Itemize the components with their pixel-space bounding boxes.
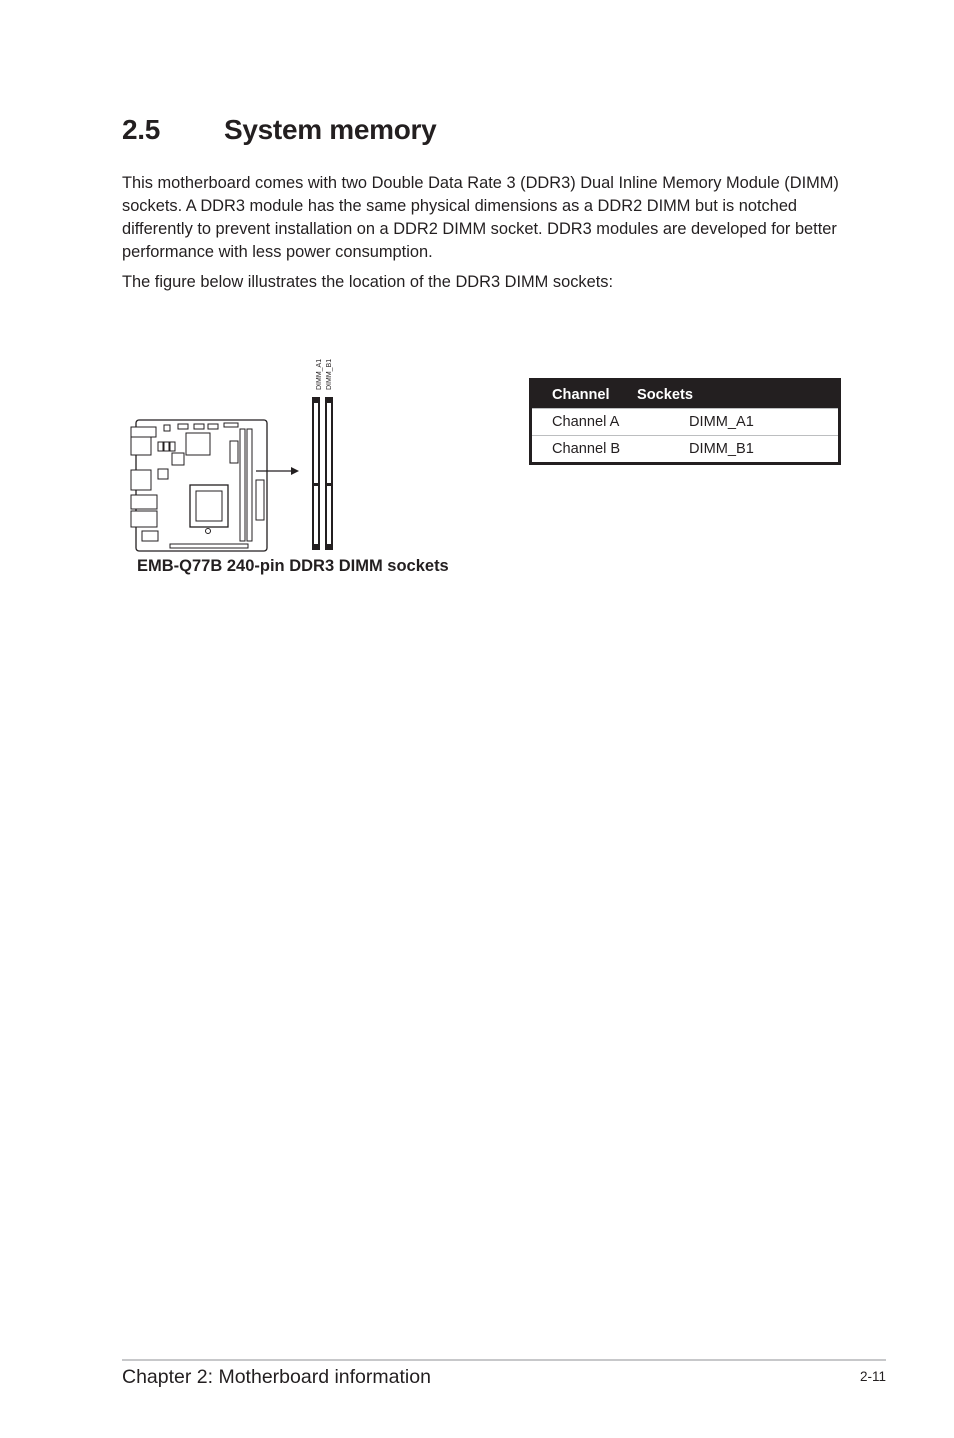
table-header-sockets: Sockets <box>637 386 693 403</box>
pcie-slot <box>170 544 248 548</box>
io-port <box>142 531 158 541</box>
dimm-a1-notch <box>314 483 318 486</box>
figure-caption: EMB-Q77B 240-pin DDR3 DIMM sockets <box>137 557 449 575</box>
section-number: 2.5 <box>122 114 161 145</box>
intro-paragraph: This motherboard comes with two Double Data Rate 3 (DDR3) Dual Inline Memory Module (DIMM) sockets. A DDR3 module has the same physical dimensions as a DDR2 DIMM but is notched differently to prevent installation on a DDR2 DIMM socket. DDR3 modules are developed for better performance with less power consumption. <box>122 174 839 261</box>
table-row <box>532 435 838 462</box>
page-number: 2-11 <box>859 1369 886 1384</box>
section-title: System memory <box>224 114 437 145</box>
io-port <box>131 470 151 490</box>
footer-divider <box>122 1359 886 1361</box>
table-cell-channel: Channel A <box>552 414 620 430</box>
table-header-row <box>532 381 838 408</box>
footer-chapter-title: Chapter 2: Motherboard information <box>122 1366 431 1388</box>
motherboard-diagram <box>128 345 343 557</box>
header-connector <box>164 442 169 451</box>
header-connector <box>170 442 175 451</box>
dimm-b1-slot <box>327 403 331 544</box>
figure-intro-paragraph: The figure below illustrates the location of the DDR3 DIMM sockets: <box>122 273 614 291</box>
capacitor <box>172 453 184 465</box>
table-cell-channel: Channel B <box>552 441 621 457</box>
cpu-socket-inner <box>196 491 222 521</box>
dimm-b1-notch <box>327 483 331 486</box>
table-row <box>532 408 838 435</box>
io-port <box>131 437 151 455</box>
sata-connector <box>256 480 264 520</box>
arrow-head <box>291 467 299 475</box>
header-connector <box>158 442 163 451</box>
table-header-channel: Channel <box>552 386 610 403</box>
header-connector <box>224 423 238 427</box>
socket-lever <box>206 529 211 534</box>
motherboard-layout-illustration <box>128 345 343 557</box>
header-connector <box>194 424 204 429</box>
table-cell-socket: DIMM_A1 <box>689 414 754 430</box>
onboard-dimm-a <box>240 429 245 541</box>
section-heading <box>122 114 436 146</box>
io-port <box>131 511 157 527</box>
header-connector <box>208 424 218 429</box>
table-cell-socket: DIMM_B1 <box>689 441 754 457</box>
header-connector <box>178 424 188 429</box>
dimm-a1-label: DIMM_A1 <box>316 358 323 390</box>
dimm-b1-label: DIMM_B1 <box>326 358 333 390</box>
header-connector <box>158 469 168 479</box>
io-port <box>131 495 157 509</box>
io-port <box>131 427 156 437</box>
header-connector <box>164 425 170 431</box>
chipset <box>186 433 210 455</box>
onboard-dimm-b <box>247 429 252 541</box>
power-connector <box>230 441 238 463</box>
dimm-a1-slot <box>314 403 318 544</box>
channel-socket-table <box>529 378 841 465</box>
